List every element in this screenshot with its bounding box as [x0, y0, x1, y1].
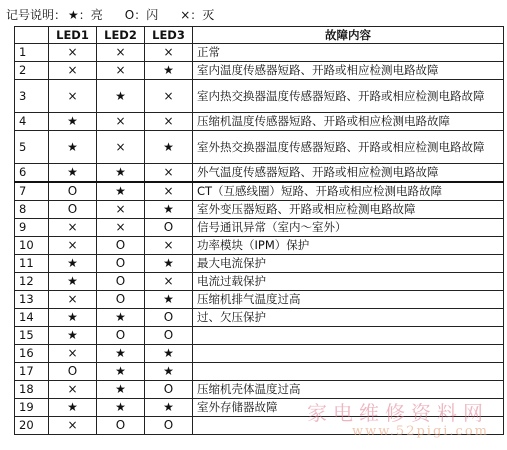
led3-state: O — [145, 327, 193, 345]
header-fault-content: 故障内容 — [193, 27, 504, 44]
row-index: 12 — [15, 273, 49, 291]
led3-state: × — [145, 113, 193, 131]
led2-state: ★ — [97, 363, 145, 381]
row-index: 2 — [15, 62, 49, 80]
table-row — [15, 309, 504, 327]
table-row — [15, 399, 504, 417]
led3-state: ★ — [145, 255, 193, 273]
led2-state: O — [97, 327, 145, 345]
led1-state: × — [49, 381, 97, 399]
legend — [6, 6, 214, 24]
row-index: 13 — [15, 291, 49, 309]
led3-state: ★ — [145, 363, 193, 381]
led1-state: ★ — [49, 309, 97, 327]
table-header-row — [15, 27, 504, 44]
fault-description: 压缩机温度传感器短路、开路或相应检测电路故障 — [193, 113, 504, 131]
table-row — [15, 201, 504, 219]
fault-description: 信号通讯异常（室内～室外） — [193, 219, 504, 237]
legend-prefix: 记号说明： — [6, 8, 67, 22]
led1-state: × — [49, 219, 97, 237]
led1-state: × — [49, 80, 97, 113]
led2-state: × — [97, 62, 145, 80]
row-index: 6 — [15, 164, 49, 183]
table-row — [15, 345, 504, 363]
row-index: 4 — [15, 113, 49, 131]
row-index: 7 — [15, 182, 49, 201]
led3-state: ★ — [145, 399, 193, 417]
header-led1: LED1 — [49, 27, 97, 44]
row-index: 8 — [15, 201, 49, 219]
table-row — [15, 381, 504, 399]
led2-state: ★ — [97, 399, 145, 417]
table-row — [15, 219, 504, 237]
led2-state: O — [97, 291, 145, 309]
led2-state: O — [97, 237, 145, 255]
led3-state: × — [145, 273, 193, 291]
table-row — [15, 80, 504, 113]
fault-description: 室内温度传感器短路、开路或相应检测电路故障 — [193, 62, 504, 80]
fault-description — [193, 417, 504, 435]
led2-state: ★ — [97, 80, 145, 113]
row-index: 11 — [15, 255, 49, 273]
table-row — [15, 44, 504, 62]
led3-state: × — [145, 237, 193, 255]
fault-description: 室内热交换器温度传感器短路、开路或相应检测电路故障 — [193, 80, 504, 113]
fault-description: 电流过载保护 — [193, 273, 504, 291]
fault-description: 室外存储器故障 — [193, 399, 504, 417]
led3-state: ★ — [145, 345, 193, 363]
table-row — [15, 291, 504, 309]
row-index: 5 — [15, 131, 49, 164]
row-index: 14 — [15, 309, 49, 327]
led2-state: × — [97, 113, 145, 131]
row-index: 1 — [15, 44, 49, 62]
led1-state: ★ — [49, 164, 97, 183]
led1-state: O — [49, 182, 97, 201]
row-index: 18 — [15, 381, 49, 399]
led3-state: ★ — [145, 201, 193, 219]
fault-description: 室外热交换器温度传感器短路、开路或相应检测电路故障 — [193, 131, 504, 164]
led3-state: O — [145, 309, 193, 327]
fault-description: CT（互感线圈）短路、开路或相应检测电路故障 — [193, 182, 504, 201]
led1-state: ★ — [49, 113, 97, 131]
table-row — [15, 182, 504, 201]
table-row — [15, 327, 504, 345]
watermark-title: 家电维修资料网 — [307, 401, 489, 425]
table-row — [15, 164, 504, 183]
table-row — [15, 113, 504, 131]
led1-state: O — [49, 363, 97, 381]
header-led2: LED2 — [97, 27, 145, 44]
led1-state: × — [49, 291, 97, 309]
led3-state: ★ — [145, 62, 193, 80]
led1-state: ★ — [49, 327, 97, 345]
led1-state: × — [49, 237, 97, 255]
led1-state: × — [49, 417, 97, 435]
row-index: 16 — [15, 345, 49, 363]
led2-state: × — [97, 219, 145, 237]
fault-description: 功率模块（IPM）保护 — [193, 237, 504, 255]
led2-state: ★ — [97, 381, 145, 399]
legend-blink: O：闪 — [124, 8, 159, 22]
fault-description: 外气温度传感器短路、开路或相应检测电路故障 — [193, 164, 504, 183]
table-row — [15, 417, 504, 435]
fault-description: 压缩机壳体温度过高 — [193, 381, 504, 399]
legend-on: ★：亮 — [68, 8, 103, 22]
led1-state: ★ — [49, 131, 97, 164]
table-row — [15, 62, 504, 80]
led1-state: × — [49, 62, 97, 80]
fault-description: 室外变压器短路、开路或相应检测电路故障 — [193, 201, 504, 219]
led1-state: ★ — [49, 273, 97, 291]
header-led3: LED3 — [145, 27, 193, 44]
led2-state: ★ — [97, 182, 145, 201]
led3-state: × — [145, 44, 193, 62]
fault-description — [193, 363, 504, 381]
table-row — [15, 273, 504, 291]
fault-description: 过、欠压保护 — [193, 309, 504, 327]
watermark-url: www.52pigi.com — [351, 424, 489, 439]
fault-description: 最大电流保护 — [193, 255, 504, 273]
row-index: 17 — [15, 363, 49, 381]
led1-state: × — [49, 44, 97, 62]
led1-state: ★ — [49, 399, 97, 417]
row-index: 19 — [15, 399, 49, 417]
led2-state: ★ — [97, 164, 145, 183]
header-index — [15, 27, 49, 44]
led2-state: × — [97, 131, 145, 164]
table-row — [15, 237, 504, 255]
led2-state: × — [97, 201, 145, 219]
row-index: 15 — [15, 327, 49, 345]
led2-state: O — [97, 255, 145, 273]
led3-state: O — [145, 219, 193, 237]
led3-state: × — [145, 80, 193, 113]
legend-off: ×：灭 — [180, 8, 215, 22]
led2-state: ★ — [97, 309, 145, 327]
row-index: 3 — [15, 80, 49, 113]
led3-state: O — [145, 381, 193, 399]
table-row — [15, 255, 504, 273]
led3-state: × — [145, 164, 193, 183]
row-index: 9 — [15, 219, 49, 237]
fault-description — [193, 327, 504, 345]
table-body — [15, 44, 504, 435]
row-index: 20 — [15, 417, 49, 435]
fault-description: 正常 — [193, 44, 504, 62]
led3-state: × — [145, 182, 193, 201]
led2-state: × — [97, 44, 145, 62]
led1-state: O — [49, 201, 97, 219]
table-row — [15, 131, 504, 164]
led2-state: O — [97, 417, 145, 435]
led3-state: ★ — [145, 291, 193, 309]
led3-state: O — [145, 417, 193, 435]
fault-description — [193, 345, 504, 363]
led2-state: ★ — [97, 345, 145, 363]
fault-description: 压缩机排气温度过高 — [193, 291, 504, 309]
table-row — [15, 363, 504, 381]
led3-state: ★ — [145, 131, 193, 164]
fault-code-table — [14, 26, 504, 435]
led2-state: O — [97, 273, 145, 291]
led1-state: ★ — [49, 255, 97, 273]
row-index: 10 — [15, 237, 49, 255]
led1-state: × — [49, 345, 97, 363]
